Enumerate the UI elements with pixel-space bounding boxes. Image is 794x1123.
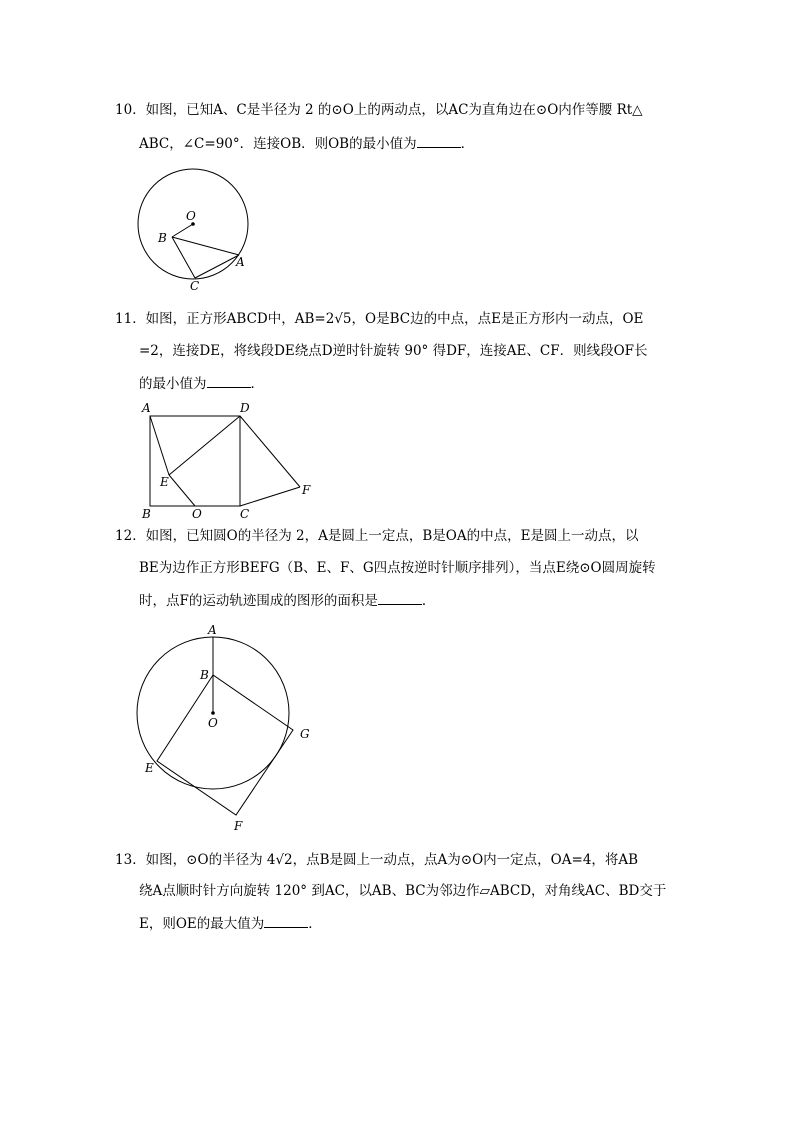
- period: ．: [460, 136, 475, 152]
- question-13-line-2: [139, 885, 666, 899]
- question-13-line-3: [139, 916, 322, 932]
- question-text: ABC，∠C=90°．连接OB．则OB的最小值为: [139, 136, 417, 152]
- question-number: 13: [115, 852, 133, 868]
- square-befg: [157, 675, 293, 815]
- label-e: E: [160, 475, 169, 489]
- label-c: C: [190, 279, 200, 293]
- period: ．: [421, 593, 436, 609]
- label-f: F: [302, 483, 311, 497]
- label-a: A: [236, 255, 245, 269]
- label-d: D: [240, 401, 250, 415]
- label-o: O: [192, 507, 202, 521]
- question-text: ．如图，已知A、C是半径为 2 的⊙O上的两动点，以AC为直角边在⊙O内作等腰 Rt△: [132, 102, 643, 118]
- question-text: 时，点F的运动轨迹围成的图形的面积是: [139, 593, 378, 609]
- label-a: A: [142, 401, 151, 415]
- question-number: 10: [115, 102, 133, 118]
- question-text: E，则OE的最大值为: [139, 916, 265, 932]
- period: ．: [250, 376, 264, 392]
- question-text: ．如图，⊙O的半径为 4√2，点B是圆上一动点，点A为⊙O内一定点，OA=4，将AB: [132, 852, 639, 868]
- label-a: A: [208, 623, 217, 637]
- question-text: 绕A点顺时针方向旋转 120° 到AC，以AB、BC为邻边作▱ABCD，对角线AC、BD交于: [139, 883, 667, 899]
- label-e: E: [145, 761, 154, 775]
- label-b: B: [142, 507, 151, 521]
- label-f: F: [234, 819, 243, 833]
- question-text: =2，连接DE，将线段DE绕点D逆时针旋转 90° 得DF，连接AE、CF．则线段OF长: [139, 343, 648, 359]
- label-o: O: [186, 209, 196, 223]
- label-c: C: [240, 507, 250, 521]
- question-text: ．如图，已知圆O的半径为 2，A是圆上一定点，B是OA的中点，E是圆上一动点，以: [132, 528, 639, 544]
- question-number: 12: [115, 528, 133, 544]
- label-b: B: [158, 231, 167, 245]
- label-g: G: [300, 727, 310, 741]
- label-o: O: [208, 716, 218, 730]
- question-text: 的最小值为: [139, 376, 207, 392]
- question-text: BE为边作正方形BEFG（B、E、F、G四点按逆时针顺序排列），当点E绕⊙O圆周旋转: [139, 560, 656, 576]
- question-number: 11: [115, 311, 133, 327]
- question-text: ．如图，正方形ABCD中，AB=2√5，O是BC边的中点，点E是正方形内一动点，OE: [132, 311, 644, 327]
- question-13-line-1: [115, 854, 638, 868]
- label-b: B: [200, 668, 209, 682]
- answer-blank: [264, 916, 308, 928]
- point-o: [211, 711, 215, 715]
- period: ．: [308, 916, 322, 932]
